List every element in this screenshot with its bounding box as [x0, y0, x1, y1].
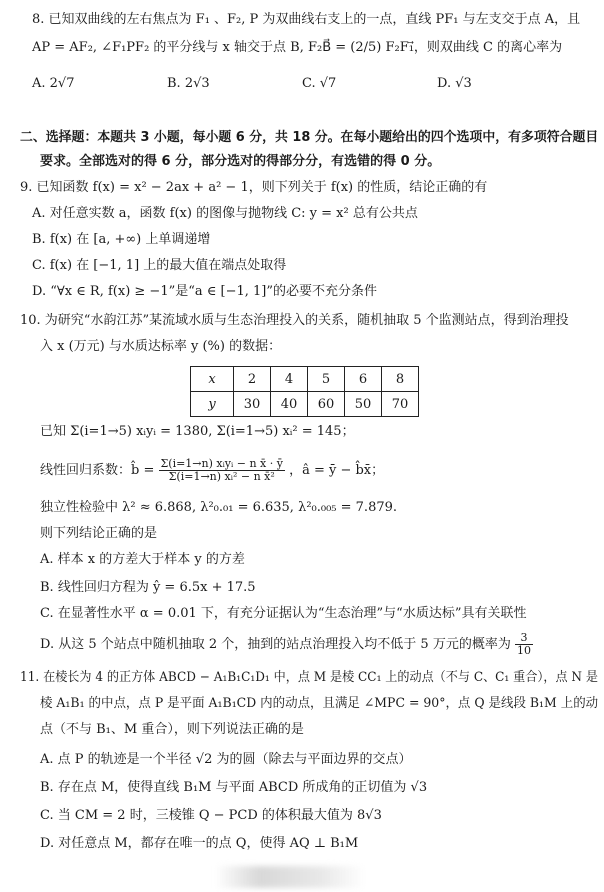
q11-option-b: B. 存在点 M，使得直线 B₁M 与平面 ABCD 所成角的正切值为 √3	[40, 780, 428, 795]
q10-regression-formula	[40, 456, 384, 486]
table-cell: 6	[345, 367, 382, 392]
q8-stem-line2: AP = AF₂, ∠F₁PF₂ 的平分线与 x 轴交于点 B, F₂B⃗ = (2/5) F₂F₁⃗，则双曲线 C 的离心率为	[32, 40, 563, 55]
page-footer-blur	[215, 866, 365, 888]
q11-option-c: C. 当 CM = 2 时，三棱锥 Q − PCD 的体积最大值为 8√3	[40, 808, 382, 823]
q10-option-c: C. 在显著性水平 α = 0.01 下，有充分证据认为“生态治理”与“水质达标”具有关联性	[40, 606, 527, 621]
regression-prefix: 线性回归系数：b̂ =	[40, 463, 155, 478]
q10-option-a: A. 样本 x 的方差大于样本 y 的方差	[40, 552, 245, 567]
q8-option-a: A. 2√7	[32, 76, 75, 91]
regression-suffix: ，â = ȳ − b̂x̄；	[289, 463, 385, 478]
q10-data-table	[190, 366, 419, 417]
section2-header-line2: 要求。全部选对的得 6 分，部分选对的得部分分，有选错的得 0 分。	[40, 154, 441, 169]
table-cell: 8	[382, 367, 419, 392]
q11-stem-line2: 棱 A₁B₁ 的中点，点 P 是平面 A₁B₁CD 内的动点，且满足 ∠MPC = 90°，点 Q 是线段 B₁M 上的动	[40, 696, 599, 711]
regression-denominator: Σ(i=1→n) xᵢ² − n x̄²	[168, 470, 275, 483]
section2-header-line1: 二、选择题：本题共 3 小题，每小题 6 分，共 18 分。在每小题给出的四个选项中，有多项符合题目	[20, 130, 599, 145]
probability-fraction	[515, 632, 533, 657]
q10-prompt: 则下列结论正确的是	[40, 526, 158, 541]
regression-numerator: Σ(i=1→n) xᵢyᵢ − n x̄ · ȳ	[160, 457, 283, 470]
q11-option-d: D. 对任意点 M，都存在唯一的点 Q，使得 AQ ⊥ B₁M	[40, 836, 359, 851]
q9-stem: 9. 已知函数 f(x) = x² − 2ax + a² − 1，则下列关于 f(x) 的性质，结论正确的有	[20, 180, 488, 195]
q9-option-b: B. f(x) 在 [a, +∞) 上单调递增	[32, 232, 211, 247]
q8-options	[32, 76, 572, 91]
table-cell: 4	[271, 367, 308, 392]
q10-chi-square: 独立性检验中 λ² ≈ 6.868, λ²₀.₀₁ = 6.635, λ²₀.₀₀₅ = 7.879.	[40, 500, 398, 515]
q10-option-b: B. 线性回归方程为 ŷ = 6.5x + 17.5	[40, 580, 256, 595]
q9-option-c: C. f(x) 在 [−1, 1] 上的最大值在端点处取得	[32, 258, 287, 273]
table-cell: 60	[308, 392, 345, 417]
q11-stem-line3: 点（不与 B₁、M 重合），则下列说法正确的是	[40, 722, 304, 737]
q8-option-d: D. √3	[437, 76, 472, 91]
table-cell: 70	[382, 392, 419, 417]
probability-numerator: 3	[515, 632, 533, 645]
table-cell: 30	[234, 392, 271, 417]
table-cell: 50	[345, 392, 382, 417]
q8-stem-line1: 8. 已知双曲线的左右焦点为 F₁ 、F₂, P 为双曲线右支上的一点，直线 PF₁ 与左支交于点 A，且	[32, 12, 581, 27]
q8-option-c: C. √7	[302, 76, 337, 91]
q9-option-d: D. “∀x ∈ R, f(x) ≥ −1”是“a ∈ [−1, 1]”的必要不充分条件	[32, 284, 378, 299]
q9-option-a: A. 对任意实数 a，函数 f(x) 的图像与抛物线 C: y = x² 总有公共点	[32, 206, 418, 221]
q10-option-d-text: D. 从这 5 个站点中随机抽取 2 个，抽到的站点治理投入均不低于 5 万元的概率为	[40, 637, 511, 652]
regression-fraction	[159, 458, 285, 483]
q10-stem-line2: 入 x (万元) 与水质达标率 y (%) 的数据：	[40, 339, 282, 354]
table-cell: 5	[308, 367, 345, 392]
table-cell: 40	[271, 392, 308, 417]
q11-stem-line1: 11. 在棱长为 4 的正方体 ABCD − A₁B₁C₁D₁ 中，点 M 是棱 CC₁ 上的动点（不与 C、C₁ 重合），点 N 是	[20, 670, 598, 685]
q8-option-b: B. 2√3	[167, 76, 210, 91]
q10-known-sums: 已知 Σ(i=1→5) xᵢyᵢ = 1380, Σ(i=1→5) xᵢ² = 145；	[40, 424, 355, 439]
table-header-y: y	[191, 392, 234, 417]
probability-denominator: 10	[516, 644, 531, 657]
table-header-x: x	[191, 367, 234, 392]
q10-stem-line1: 10. 为研究“水韵江苏”某流域水质与生态治理投入的关系，随机抽取 5 个监测站点，得到治理投	[20, 313, 569, 328]
q10-option-d	[40, 632, 533, 658]
table-row-y	[191, 392, 419, 417]
q11-option-a: A. 点 P 的轨迹是一个半径 √2 为的圆（除去与平面边界的交点）	[40, 752, 412, 767]
table-cell: 2	[234, 367, 271, 392]
table-row-x	[191, 367, 419, 392]
